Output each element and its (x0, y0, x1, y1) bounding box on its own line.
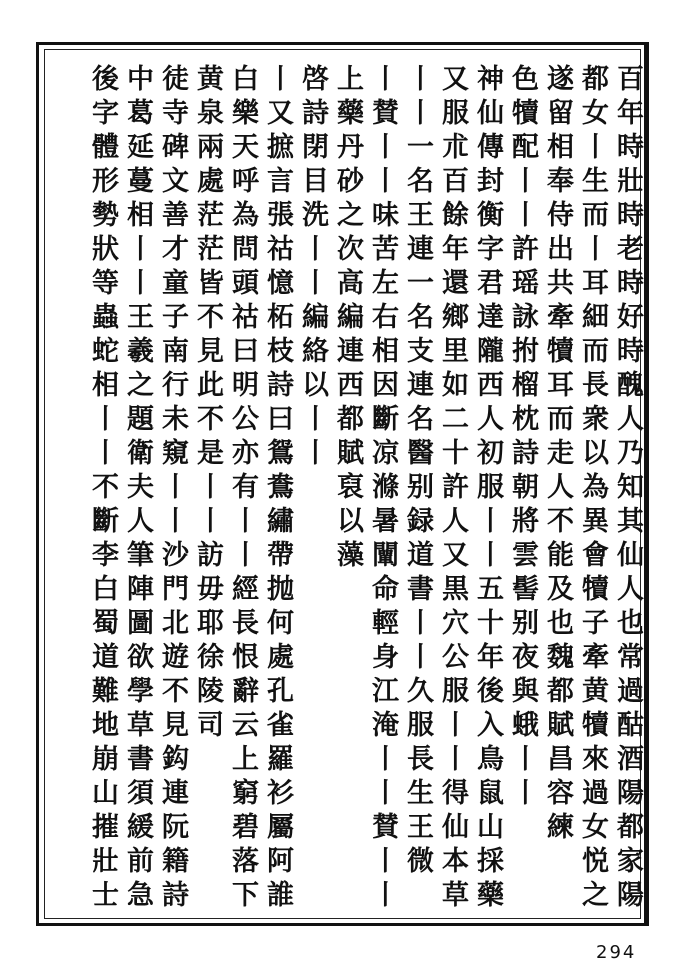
text-area (44, 49, 641, 919)
text-column: 啓詩閉目洗丨丨編絡以丨丨 (297, 64, 328, 472)
text-frame (36, 42, 649, 926)
text-column: 丨丨一名王連一名支連名醫别録道書丨丨久服長生王微 (402, 64, 433, 880)
text-column: 神仙傳封衡字君達隴西人初服丨丨五十年後入鳥鼠山採藥 (472, 64, 503, 914)
text-column: 白樂天呼為問頭祜曰明公亦有丨丨經長恨辭云上窮碧落下 (227, 64, 258, 914)
text-column: 上藥丹砂之次高編連西都賦裒以藻 (332, 64, 363, 574)
text-column: 遂留相奉侍出共牽犢耳而走人不能及也魏都賦昌容練 (542, 64, 573, 846)
text-column: 中葛延蔓相丨丨王羲之題衛夫人筆陣圖欲學草書須緩前急 (122, 64, 153, 914)
text-column: 黄泉兩處茫茫皆不見此不是丨丨訪毋耶徐陵司 (192, 64, 223, 744)
text-column: 色犢配丨丨許瑶詠拊榴枕詩朝將雲髻别夜與蛾丨丨 (507, 64, 538, 812)
text-column: 後字體形勢狀等蟲蛇相丨丨不斷李白蜀道難地崩山摧壯士 (87, 64, 118, 914)
page-number: 294 (596, 942, 637, 963)
text-column: 百年時壯時老時好時醜人乃知其仙人也常過酤酒陽都家陽 (612, 64, 643, 914)
text-column: 丨賛丨丨味苦左右相因斷凉滌暑闡命輕身江淹丨丨賛丨丨 (367, 64, 398, 914)
text-column: 都女丨生而丨耳細而長衆以為異會犢子牽黄犢來過女悦之 (577, 64, 608, 914)
page-edge-margin (644, 44, 684, 924)
text-column: 徒寺碑文善才童子南行未窺丨丨沙門北遊不見鈎連阮籍詩 (157, 64, 188, 914)
text-column: 又服朮百餘年還鄉里如二十許人又黒穴公服丨丨得仙本草 (437, 64, 468, 914)
text-column: 丨又摭言張祜憶柘枝詩曰鴛鴦繡帶抛何處孔雀羅衫屬阿誰 (262, 64, 293, 914)
